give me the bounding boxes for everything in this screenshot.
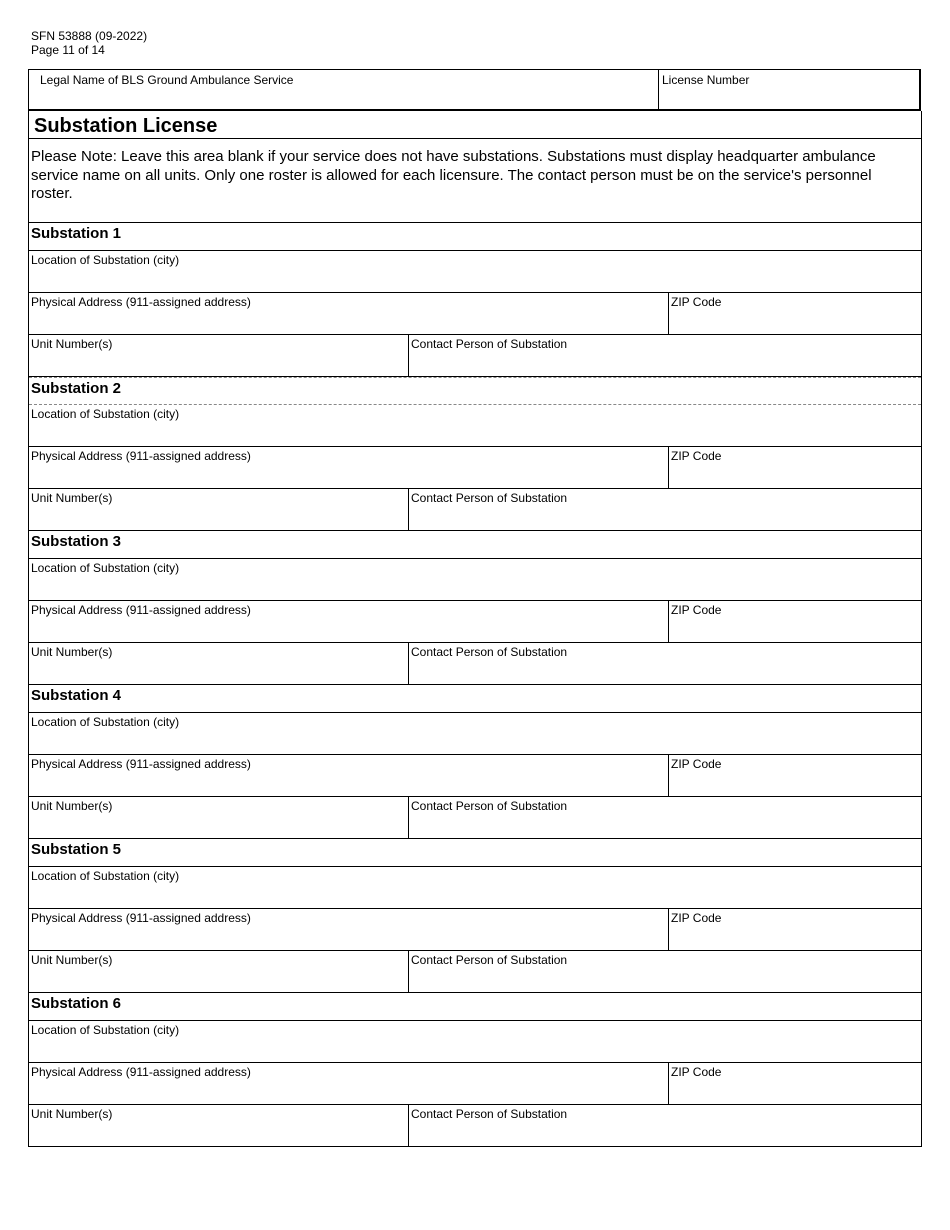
substation-block (29, 377, 921, 531)
location-label: Location of Substation (city) (31, 1023, 180, 1037)
unit-numbers-label: Unit Number(s) (31, 645, 113, 659)
zip-label: ZIP Code (671, 757, 722, 771)
zip-field[interactable] (669, 601, 921, 642)
location-row (29, 559, 921, 601)
unit-numbers-field[interactable] (29, 335, 409, 376)
address-field[interactable] (29, 601, 669, 642)
zip-field[interactable] (669, 293, 921, 334)
form-code: SFN 53888 (09-2022) (31, 29, 148, 43)
unit-numbers-label: Unit Number(s) (31, 337, 113, 351)
address-label: Physical Address (911-assigned address) (31, 911, 251, 925)
location-field[interactable] (29, 559, 921, 600)
zip-label: ZIP Code (671, 911, 722, 925)
address-field[interactable] (29, 909, 669, 950)
contact-person-field[interactable] (409, 1105, 921, 1146)
location-field[interactable] (29, 1021, 921, 1062)
contact-person-field[interactable] (409, 335, 921, 376)
location-label: Location of Substation (city) (31, 715, 180, 729)
location-label: Location of Substation (city) (31, 869, 180, 883)
unit-contact-row (29, 1105, 921, 1147)
license-number-field[interactable] (659, 70, 919, 109)
legal-name-label: Legal Name of BLS Ground Ambulance Service (40, 73, 294, 87)
address-field[interactable] (29, 1063, 669, 1104)
unit-contact-row (29, 489, 921, 531)
substation-block (29, 223, 921, 377)
address-label: Physical Address (911-assigned address) (31, 603, 251, 617)
substation-heading: Substation 2 (29, 377, 921, 405)
unit-numbers-label: Unit Number(s) (31, 953, 113, 967)
unit-contact-row (29, 797, 921, 839)
unit-numbers-field[interactable] (29, 951, 409, 992)
unit-contact-row (29, 951, 921, 993)
substation-heading: Substation 6 (29, 993, 921, 1021)
contact-person-field[interactable] (409, 951, 921, 992)
unit-numbers-field[interactable] (29, 1105, 409, 1146)
location-field[interactable] (29, 405, 921, 446)
license-number-label: License Number (662, 73, 750, 87)
unit-contact-row (29, 335, 921, 377)
contact-person-field[interactable] (409, 643, 921, 684)
unit-numbers-field[interactable] (29, 643, 409, 684)
address-label: Physical Address (911-assigned address) (31, 295, 251, 309)
location-row (29, 713, 921, 755)
substation-heading: Substation 5 (29, 839, 921, 867)
address-row (29, 293, 921, 335)
location-field[interactable] (29, 867, 921, 908)
address-label: Physical Address (911-assigned address) (31, 757, 251, 771)
substation-block (29, 531, 921, 685)
contact-person-label: Contact Person of Substation (411, 645, 568, 659)
zip-label: ZIP Code (671, 603, 722, 617)
unit-numbers-label: Unit Number(s) (31, 491, 113, 505)
location-row (29, 251, 921, 293)
substation-heading: Substation 4 (29, 685, 921, 713)
substation-heading: Substation 1 (29, 223, 921, 251)
zip-field[interactable] (669, 447, 921, 488)
address-label: Physical Address (911-assigned address) (31, 449, 251, 463)
address-row (29, 755, 921, 797)
contact-person-field[interactable] (409, 797, 921, 838)
contact-person-label: Contact Person of Substation (411, 799, 568, 813)
address-row (29, 601, 921, 643)
zip-label: ZIP Code (671, 295, 722, 309)
location-row (29, 1021, 921, 1063)
address-field[interactable] (29, 755, 669, 796)
legal-name-field[interactable] (29, 70, 659, 109)
service-header-table (28, 69, 921, 111)
unit-numbers-field[interactable] (29, 797, 409, 838)
address-label: Physical Address (911-assigned address) (31, 1065, 251, 1079)
location-label: Location of Substation (city) (31, 253, 180, 267)
address-row (29, 909, 921, 951)
contact-person-label: Contact Person of Substation (411, 953, 568, 967)
section-title: Substation License (29, 111, 921, 139)
address-row (29, 447, 921, 489)
substation-license-section (28, 111, 922, 1147)
location-row (29, 405, 921, 447)
unit-numbers-field[interactable] (29, 489, 409, 530)
zip-label: ZIP Code (671, 1065, 722, 1079)
page-number: Page 11 of 14 (31, 43, 105, 57)
location-label: Location of Substation (city) (31, 561, 180, 575)
form-identifier (31, 29, 147, 57)
substation-block (29, 685, 921, 839)
location-row (29, 867, 921, 909)
unit-numbers-label: Unit Number(s) (31, 1107, 113, 1121)
address-row (29, 1063, 921, 1105)
contact-person-field[interactable] (409, 489, 921, 530)
location-field[interactable] (29, 713, 921, 754)
contact-person-label: Contact Person of Substation (411, 337, 568, 351)
location-label: Location of Substation (city) (31, 407, 180, 421)
notice-text: Please Note: Leave this area blank if your service does not have substations. Substations must display headquarter ambulance service name on all units. Only one roster is allowed for each licensure. The contact person must be on the service's personnel roster. (29, 139, 921, 223)
substation-block (29, 993, 921, 1147)
zip-field[interactable] (669, 1063, 921, 1104)
zip-label: ZIP Code (671, 449, 722, 463)
substation-block (29, 839, 921, 993)
location-field[interactable] (29, 251, 921, 292)
zip-field[interactable] (669, 755, 921, 796)
unit-contact-row (29, 643, 921, 685)
contact-person-label: Contact Person of Substation (411, 1107, 568, 1121)
address-field[interactable] (29, 293, 669, 334)
substation-heading: Substation 3 (29, 531, 921, 559)
contact-person-label: Contact Person of Substation (411, 491, 568, 505)
unit-numbers-label: Unit Number(s) (31, 799, 113, 813)
address-field[interactable] (29, 447, 669, 488)
zip-field[interactable] (669, 909, 921, 950)
